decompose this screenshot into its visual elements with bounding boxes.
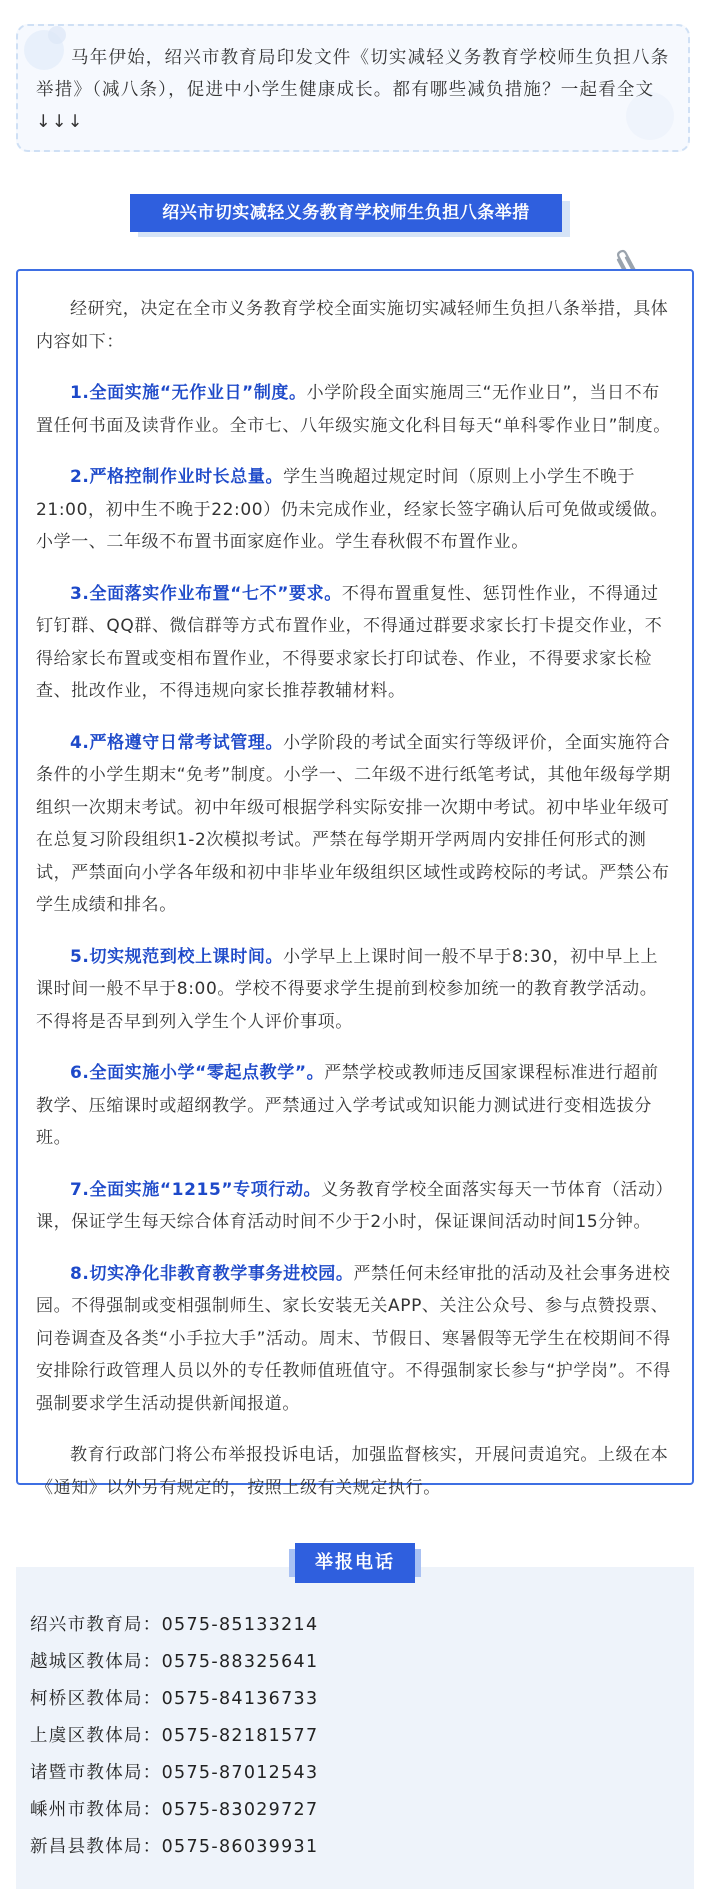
measure-heading: 5.切实规范到校上课时间。 (70, 946, 284, 967)
measure-body: 小学早上上课时间一般不早于8:30，初中早上上课时间一般不早于8:00。学校不得要求学生提前到校参加统一的教育教学活动。不得将是否早到列入学生个人评价事项。 (36, 946, 659, 1032)
article-body (16, 269, 694, 1498)
article-intro: 经研究，决定在全市义务教育学校全面实施切实减轻师生负担八条举措，具体内容如下： (36, 299, 669, 352)
measure-item-4 (36, 727, 674, 922)
contact-entry: 绍兴市教育局：0575-85133214 (30, 1615, 319, 1635)
contact-heading: 举报电话 (315, 1552, 395, 1573)
article-title-banner (130, 194, 570, 236)
article-closing: 教育行政部门将公布举报投诉电话，加强监督核实，开展问责追究。上级在本《通知》以外另有规定的，按照上级有关规定执行。 (36, 1445, 669, 1498)
measure-body: 不得布置重复性、惩罚性作业，不得通过钉钉群、QQ群、微信群等方式布置作业，不得通过群要求家长打卡提交作业，不得给家长布置或变相布置作业，不得要求家长打印试卷、作业，不得要求家长检查、批改作业，不得违规向家长推荐教辅材料。 (36, 583, 663, 701)
contact-entry: 柯桥区教体局：0575-84136733 (30, 1689, 319, 1709)
intro-text: 马年伊始，绍兴市教育局印发文件《切实减轻义务教育学校师生负担八条举措》（减八条），促进中小学生健康成长。都有哪些减负措施？一起看全文↓↓↓ (36, 48, 670, 132)
measure-heading: 6.全面实施小学“零起点教学”。 (70, 1063, 325, 1083)
measure-body: 严禁学校或教师违反国家课程标准进行超前教学、压缩课时或超纲教学。严禁通过入学考试或知识能力测试进行变相选拔分班。 (36, 1063, 659, 1148)
measure-item-7 (36, 1174, 674, 1239)
contact-entry: 新昌县教体局：0575-86039931 (30, 1837, 319, 1857)
contact-entry: 诸暨市教体局：0575-87012543 (30, 1763, 319, 1783)
intro-card (16, 24, 690, 152)
contact-list (30, 1607, 318, 1866)
measure-body: 义务教育学校全面落实每天一节体育（活动）课，保证学生每天综合体育活动时间不少于2小时，保证课间活动时间15分钟。 (36, 1179, 674, 1232)
measure-heading: 4.严格遵守日常考试管理。 (70, 732, 284, 753)
contact-entry: 越城区教体局：0575-88325641 (30, 1652, 319, 1672)
measure-body: 小学阶段的考试全面实行等级评价，全面实施符合条件的小学生期末“免考”制度。小学一、二年级不进行纸笔考试，其他年级每学期组织一次期末考试。初中年级可根据学科实际安排一次期中考试。初中毕业年级可在总复习阶段组织1-2次模拟考试。严禁在每学期开学两周内安排任何形式的测试，严禁面向小学各年级和初中非毕业年级组织区域性或跨校际的考试。严禁公布学生成绩和排名。 (36, 732, 671, 915)
measure-heading: 3.全面落实作业布置“七不”要求。 (70, 583, 342, 604)
measure-item-2 (36, 461, 674, 559)
measure-heading: 1.全面实施“无作业日”制度。 (70, 383, 307, 403)
measure-item-1 (36, 377, 674, 442)
measure-heading: 8.切实净化非教育教学事务进校园。 (70, 1263, 354, 1284)
measure-body: 小学阶段全面实施周三“无作业日”，当日不布置任何书面及读背作业。全市七、八年级实施文化科目每天“单科零作业日”制度。 (36, 383, 671, 436)
contact-heading-badge (295, 1543, 415, 1583)
measure-item-6 (36, 1057, 674, 1155)
measure-heading: 7.全面实施“1215”专项行动。 (70, 1179, 322, 1200)
contact-entry: 上虞区教体局：0575-82181577 (30, 1726, 319, 1746)
article-title: 绍兴市切实减轻义务教育学校师生负担八条举措 (130, 194, 562, 232)
measure-item-3 (36, 578, 674, 708)
contact-entry: 嵊州市教体局：0575-83029727 (30, 1800, 319, 1820)
measure-heading: 2.严格控制作业时长总量。 (70, 467, 284, 487)
measure-body: 严禁任何未经审批的活动及社会事务进校园。不得强制或变相强制师生、家长安装无关APP、关注公众号、参与点赞投票、问卷调查及各类“小手拉大手”活动。周末、节假日、寒暑假等无学生在校期间不得安排除行政管理人员以外的专任教师值班值守。不得强制家长参与“护学岗”。不得强制要求学生活动提供新闻报道。 (36, 1263, 671, 1414)
contact-panel (16, 1567, 694, 1889)
measure-item-8 (36, 1258, 674, 1421)
measure-item-5 (36, 941, 674, 1039)
measure-body: 学生当晚超过规定时间（原则上小学生不晚于21:00，初中生不晚于22:00）仍未完成作业，经家长签字确认后可免做或缓做。小学一、二年级不布置书面家庭作业。学生春秋假不布置作业。 (36, 467, 668, 552)
